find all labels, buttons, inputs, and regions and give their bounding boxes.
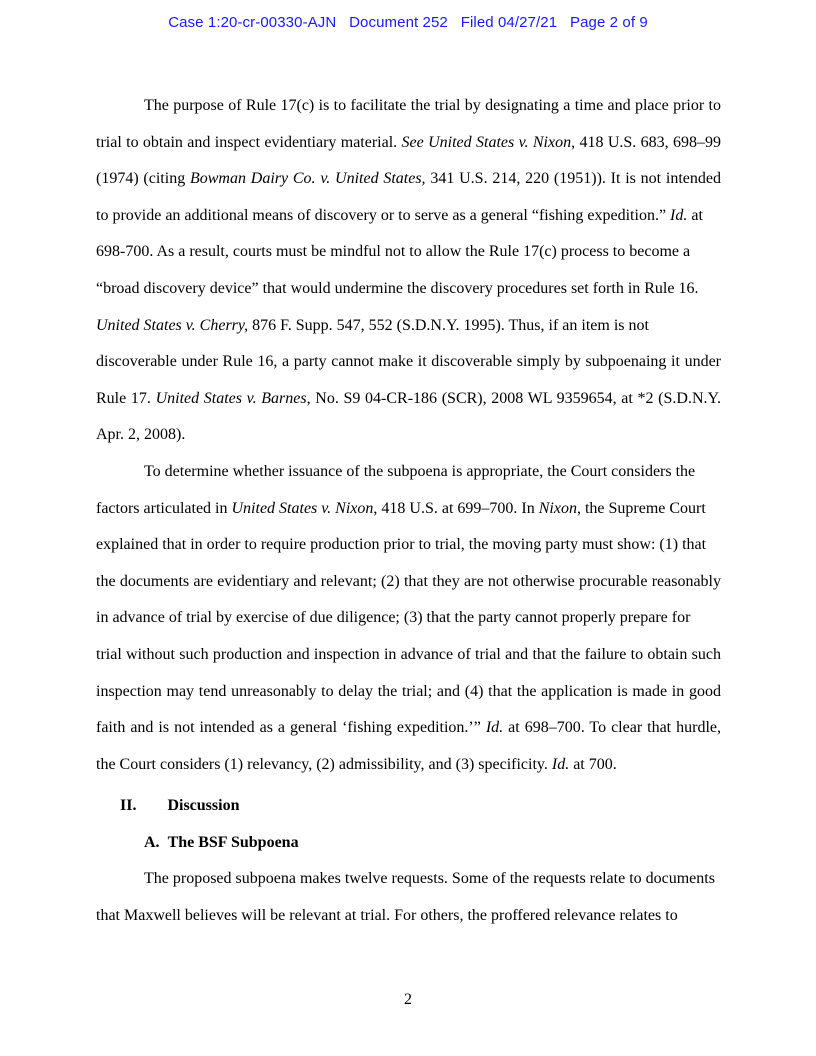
text-line xyxy=(96,682,721,702)
text-line xyxy=(96,572,721,592)
citation-italic: Bowman Dairy Co. v. United States, xyxy=(189,170,426,187)
section-heading xyxy=(120,796,745,816)
subsection-heading xyxy=(144,833,769,853)
section-number: II. xyxy=(120,797,137,814)
text-run: inspection may tend unreasonably to delay the trial; and (4) that the application is made in good xyxy=(96,683,721,700)
text-run: , 418 U.S. at 699–700. In xyxy=(373,500,539,517)
text-line xyxy=(96,169,721,189)
text-line xyxy=(144,96,721,116)
text-run: The purpose of Rule 17(c) is to facilitate the trial by designating a time and place prior to xyxy=(144,97,721,114)
subsection-number: A. xyxy=(144,834,160,851)
text-run: 418 U.S. 683, 698–99 xyxy=(575,134,722,151)
text-line xyxy=(96,133,721,153)
citation-italic: Id. xyxy=(485,719,504,736)
text-line xyxy=(96,206,721,226)
text-run: at 698–700. To clear that hurdle, xyxy=(503,719,722,736)
subsection-title: The BSF Subpoena xyxy=(167,834,299,851)
text-run: 876 F. Supp. 547, 552 (S.D.N.Y. 1995). Thus, if an item is not xyxy=(248,317,649,334)
text-run: Rule 17. xyxy=(96,390,156,407)
text-line xyxy=(96,352,721,372)
citation-italic: United States v. Cherry, xyxy=(96,317,249,334)
text-run: To determine whether issuance of the subpoena is appropriate, the Court considers the xyxy=(144,463,696,480)
text-run: to provide an additional means of discovery or to serve as a general “fishing expedition.” xyxy=(96,207,671,224)
text-line xyxy=(144,462,721,482)
text-line xyxy=(96,279,721,299)
page-number: 2 xyxy=(404,991,412,1008)
text-line xyxy=(96,906,721,926)
citation-italic: Id. xyxy=(551,756,570,773)
text-line xyxy=(96,425,721,445)
text-run: trial to obtain and inspect evidentiary material. xyxy=(96,134,402,151)
text-run: , No. S9 04-CR-186 (SCR), 2008 WL 9359654, at *2 (S.D.N.Y. xyxy=(306,390,722,407)
text-run: the documents are evidentiary and relevant; (2) that they are not otherwise procurable reasonably xyxy=(96,573,721,590)
citation-italic: United States v. Barnes xyxy=(155,390,307,407)
case-number: Case 1:20-cr-00330-AJN xyxy=(168,14,337,31)
filed-date: Filed 04/27/21 xyxy=(460,14,558,31)
text-line xyxy=(96,499,721,519)
citation-italic: See United States v. Nixon, xyxy=(401,134,576,151)
text-run: Apr. 2, 2008). xyxy=(96,426,186,443)
text-run: discoverable under Rule 16, a party cannot make it discoverable simply by subpoenaing it under xyxy=(96,353,721,370)
citation-italic: United States v. Nixon xyxy=(231,500,374,517)
text-line xyxy=(96,389,721,409)
text-line xyxy=(96,755,721,775)
text-run: factors articulated in xyxy=(96,500,232,517)
text-line xyxy=(96,242,721,262)
text-run: at xyxy=(687,207,703,224)
text-run: at 700. xyxy=(569,756,617,773)
text-line xyxy=(96,316,721,336)
text-run: explained that in order to require production prior to trial, the moving party must show: (1) that xyxy=(96,536,707,553)
citation-italic: Nixon xyxy=(538,500,577,517)
text-line xyxy=(96,645,721,665)
text-line xyxy=(144,869,721,889)
text-run: in advance of trial by exercise of due diligence; (3) that the party cannot properly prepare for xyxy=(96,609,691,626)
page-indicator: Page 2 of 9 xyxy=(569,14,648,31)
text-run: “broad discovery device” that would undermine the discovery procedures set forth in Rule 16. xyxy=(96,280,699,297)
text-run: trial without such production and inspection in advance of trial and that the failure to obtain such xyxy=(96,646,721,663)
text-run: The proposed subpoena makes twelve requests. Some of the requests relate to documents xyxy=(144,870,715,887)
text-line xyxy=(96,718,721,738)
text-run: (1974) (citing xyxy=(96,170,190,187)
document-number: Document 252 xyxy=(349,14,448,31)
text-run: faith and is not intended as a general ‘fishing expedition.’” xyxy=(96,719,486,736)
text-run: the Court considers (1) relevancy, (2) admissibility, and (3) specificity. xyxy=(96,756,552,773)
section-title: Discussion xyxy=(167,797,240,814)
citation-italic: Id. xyxy=(670,207,688,224)
text-line xyxy=(96,608,721,628)
text-run: that Maxwell believes will be relevant at trial. For others, the proffered relevance relates to xyxy=(96,907,678,924)
ecf-header xyxy=(0,14,816,31)
text-run: , the Supreme Court xyxy=(576,500,706,517)
text-run: 341 U.S. 214, 220 (1951)). It is not intended xyxy=(425,170,721,187)
text-line xyxy=(96,535,721,555)
text-run: 698-700. As a result, courts must be mindful not to allow the Rule 17(c) process to become a xyxy=(96,243,691,260)
